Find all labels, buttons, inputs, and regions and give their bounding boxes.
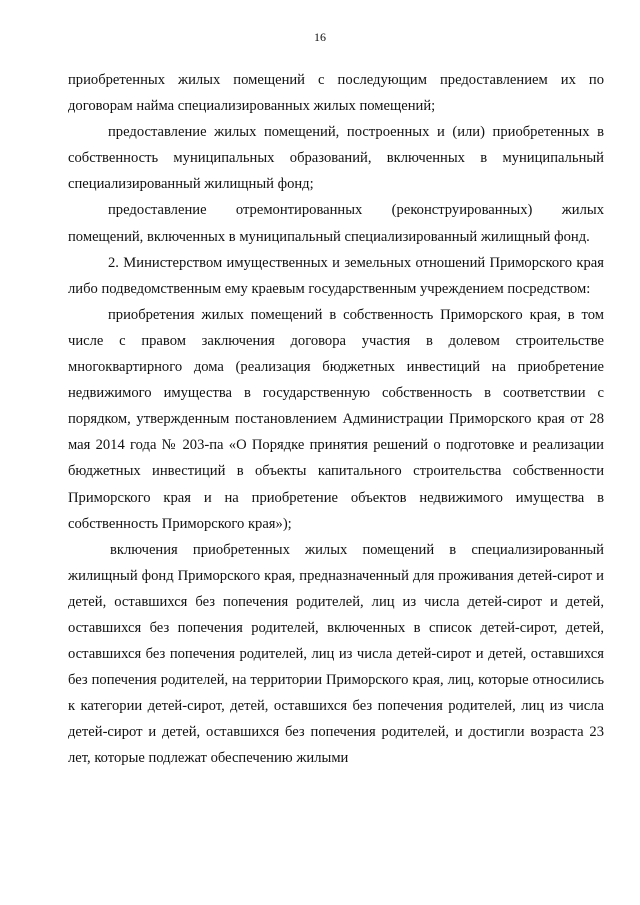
paragraph-acquisition: приобретения жилых помещений в собственность Приморского края, в том числе с правом заключения договора участия в долевом строительстве многоквартирного дома (реализация бюджетных инвестиций на приобретение недвижимого имущества в государственную собственность в соответствии с порядком, утвержденным постановлением Администрации Приморского края от 28 мая 2014 года № 203-па «О Порядке принятия решений о подготовке и реализации бюджетных инвестиций в объекты капитального строительства собственности Приморского края и на приобретение объектов недвижимого имущества в собственность Приморского края»);: [68, 306, 604, 532]
paragraph-ministry: 2. Министерством имущественных и земельных отношений Приморского края либо подведомственным ему краевым государственным учреждением посредством:: [68, 254, 604, 297]
document-body: [68, 67, 604, 772]
paragraph-provision-municipal: предоставление жилых помещений, построенных и (или) приобретенных в собственность муниципальных образований, включенных в муниципальный специализированный жилищный фонд;: [68, 124, 604, 193]
paragraph-provision-renovated: предоставление отремонтированных (реконструированных) жилых помещений, включенных в муниципальный специализированный жилищный фонд.: [68, 202, 604, 245]
page-number: 16: [314, 30, 326, 44]
paragraph-continuation: приобретенных жилых помещений с последующим предоставлением их по договорам найма специализированных жилых помещений;: [68, 72, 604, 115]
paragraph-inclusion: включения приобретенных жилых помещений в специализированный жилищный фонд Приморского края, предназначенный для проживания детей-сирот и детей, оставшихся без попечения родителей, лиц из числа детей-сирот и детей, оставшихся без попечения родителей, включенных в список детей-сирот, детей, оставшихся без попечения родителей, лиц из числа детей-сирот и детей, оставшихся без попечения родителей, на территории Приморского края, лиц, которые относились к категории детей-сирот, детей, оставшихся без попечения родителей, лиц из числа детей-сирот и детей, оставшихся без попечения родителей, и достигли возраста 23 лет, которые подлежат обеспечению жилыми: [68, 541, 604, 767]
